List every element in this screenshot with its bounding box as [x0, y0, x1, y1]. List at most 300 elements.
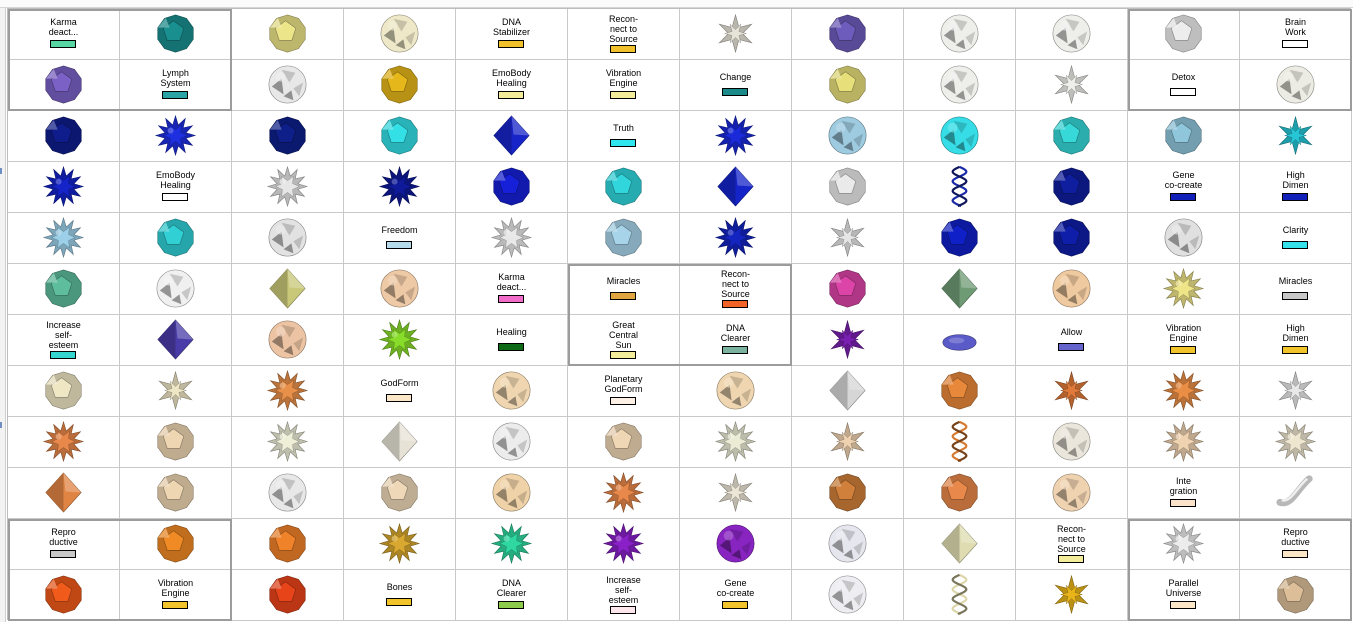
shape-cell[interactable] — [232, 570, 344, 621]
label-card[interactable] — [568, 60, 680, 111]
spiky-ball-icon — [232, 417, 343, 467]
octahedron-icon — [792, 366, 903, 416]
dodecahedron-icon — [568, 162, 679, 212]
color-swatch — [1282, 241, 1308, 249]
dodecahedron-icon — [1128, 9, 1239, 59]
shape-cell[interactable] — [232, 60, 344, 111]
shape-cell[interactable] — [792, 366, 904, 417]
spiky-ball-icon — [1128, 519, 1239, 569]
dodecahedron-icon — [344, 468, 455, 518]
card-label: Healing — [496, 327, 527, 337]
shape-cell[interactable] — [8, 366, 120, 417]
shape-cell[interactable] — [1016, 9, 1128, 60]
color-swatch — [1170, 346, 1196, 354]
shape-cell[interactable] — [120, 264, 232, 315]
spiky-ball-icon — [568, 519, 679, 569]
shape-cell[interactable] — [1128, 111, 1240, 162]
shape-cell[interactable] — [792, 213, 904, 264]
faceted-sphere-icon — [792, 111, 903, 161]
shape-cell[interactable] — [456, 519, 568, 570]
card-label: Gene co-create — [1164, 170, 1203, 190]
faceted-sphere-icon — [344, 264, 455, 314]
spiky-ball-icon — [120, 111, 231, 161]
dodecahedron-icon — [120, 417, 231, 467]
color-swatch — [1282, 40, 1308, 48]
faceted-sphere-icon — [1016, 417, 1127, 467]
shape-cell[interactable] — [120, 9, 232, 60]
color-swatch — [1282, 346, 1308, 354]
faceted-sphere-icon — [1016, 9, 1127, 59]
shape-cell[interactable] — [344, 111, 456, 162]
faceted-sphere-icon — [904, 9, 1015, 59]
card-label: Recon- nect to Source — [720, 269, 750, 299]
shape-cell[interactable] — [456, 366, 568, 417]
color-swatch — [498, 40, 524, 48]
octahedron-icon — [904, 264, 1015, 314]
shape-cell[interactable] — [904, 264, 1016, 315]
shape-cell[interactable] — [904, 315, 1016, 366]
faceted-sphere-icon — [904, 111, 1015, 161]
card-label: Great Central Sun — [608, 320, 638, 350]
color-swatch — [50, 351, 76, 359]
label-card[interactable] — [680, 60, 792, 111]
dodecahedron-icon — [1128, 111, 1239, 161]
dna-helix-icon — [904, 417, 1015, 467]
dodecahedron-icon — [8, 366, 119, 416]
shape-cell[interactable] — [120, 519, 232, 570]
shape-cell[interactable] — [792, 570, 904, 621]
card-label: Karma deact... — [48, 17, 79, 37]
label-card[interactable] — [344, 570, 456, 621]
shape-cell[interactable] — [344, 264, 456, 315]
faceted-sphere-icon — [1240, 60, 1351, 110]
color-swatch — [610, 606, 636, 614]
spiky-ball-icon — [1128, 366, 1239, 416]
faceted-sphere-icon — [456, 366, 567, 416]
spiky-ball-icon — [344, 519, 455, 569]
card-label: Karma deact... — [496, 272, 527, 292]
shape-cell[interactable] — [1016, 570, 1128, 621]
shape-cell[interactable] — [1240, 366, 1352, 417]
color-swatch — [610, 292, 636, 300]
dodecahedron-icon — [120, 519, 231, 569]
octahedron-icon — [232, 264, 343, 314]
shape-cell[interactable] — [8, 111, 120, 162]
color-swatch — [722, 346, 748, 354]
color-swatch — [722, 601, 748, 609]
shape-cell[interactable] — [232, 9, 344, 60]
label-card[interactable] — [568, 111, 680, 162]
shape-cell[interactable] — [792, 519, 904, 570]
dodecahedron-icon — [792, 468, 903, 518]
shape-cell[interactable] — [232, 468, 344, 519]
shape-cell[interactable] — [568, 468, 680, 519]
spiky-ball-icon — [232, 366, 343, 416]
label-card[interactable] — [1128, 570, 1240, 621]
color-swatch — [162, 601, 188, 609]
dodecahedron-icon — [8, 60, 119, 110]
shape-cell[interactable] — [568, 162, 680, 213]
color-swatch — [1282, 292, 1308, 300]
dna-helix-icon — [904, 570, 1015, 620]
color-swatch — [722, 88, 748, 96]
shape-cell[interactable] — [232, 366, 344, 417]
label-card[interactable] — [680, 315, 792, 366]
card-label: Gene co-create — [716, 578, 755, 598]
shape-cell[interactable] — [344, 519, 456, 570]
shape-cell[interactable] — [8, 162, 120, 213]
shape-cell[interactable] — [904, 519, 1016, 570]
label-card[interactable] — [1128, 468, 1240, 519]
dodecahedron-icon — [568, 417, 679, 467]
color-swatch — [610, 397, 636, 405]
dodecahedron-icon — [232, 570, 343, 620]
label-card[interactable] — [8, 519, 120, 570]
star-icon — [792, 315, 903, 365]
shape-cell[interactable] — [904, 162, 1016, 213]
shape-cell[interactable] — [232, 417, 344, 468]
color-swatch — [498, 343, 524, 351]
spiky-ball-icon — [456, 213, 567, 263]
shape-cell[interactable] — [680, 9, 792, 60]
card-label: Change — [719, 72, 752, 82]
card-label: Planetary GodForm — [604, 374, 643, 394]
shape-cell[interactable] — [1016, 417, 1128, 468]
star-icon — [680, 468, 791, 518]
color-swatch — [722, 300, 748, 308]
faceted-sphere-icon — [456, 417, 567, 467]
star-icon — [1016, 570, 1127, 620]
shape-cell[interactable] — [904, 570, 1016, 621]
spiky-ball-icon — [1240, 417, 1351, 467]
shape-cell[interactable] — [120, 468, 232, 519]
card-label: Inte gration — [1169, 476, 1198, 496]
shape-cell[interactable] — [456, 213, 568, 264]
label-card[interactable] — [1016, 315, 1128, 366]
dodecahedron-icon — [792, 264, 903, 314]
dodecahedron-icon — [120, 213, 231, 263]
card-label: High Dimen — [1282, 170, 1309, 190]
label-card[interactable] — [1240, 264, 1352, 315]
shape-cell[interactable] — [232, 315, 344, 366]
label-card[interactable] — [8, 315, 120, 366]
shape-cell[interactable] — [8, 60, 120, 111]
label-card[interactable] — [1128, 315, 1240, 366]
card-label: Repro ductive — [49, 527, 78, 547]
spiky-ball-icon — [1128, 417, 1239, 467]
shape-cell[interactable] — [568, 213, 680, 264]
label-card[interactable] — [344, 366, 456, 417]
shape-cell[interactable] — [904, 9, 1016, 60]
faceted-sphere-icon — [1128, 213, 1239, 263]
star-icon — [1240, 366, 1351, 416]
dodecahedron-icon — [792, 9, 903, 59]
ribbon-icon — [1240, 468, 1351, 518]
shape-cell[interactable] — [120, 213, 232, 264]
star-icon — [792, 213, 903, 263]
dna-helix-icon — [904, 162, 1015, 212]
shape-cell[interactable] — [120, 366, 232, 417]
shape-cell[interactable] — [456, 417, 568, 468]
shape-cell[interactable] — [904, 111, 1016, 162]
shape-cell[interactable] — [8, 570, 120, 621]
label-card[interactable] — [120, 162, 232, 213]
shape-cell[interactable] — [456, 468, 568, 519]
card-label: Miracles — [606, 276, 641, 286]
shape-cell[interactable] — [1128, 213, 1240, 264]
left-panel-marker — [0, 422, 4, 428]
dodecahedron-icon — [1016, 213, 1127, 263]
label-card[interactable] — [1240, 315, 1352, 366]
shape-cell[interactable] — [120, 315, 232, 366]
faceted-sphere-icon — [232, 315, 343, 365]
shape-cell[interactable] — [344, 60, 456, 111]
faceted-sphere-icon — [792, 570, 903, 620]
dodecahedron-icon — [232, 9, 343, 59]
shape-cell[interactable] — [680, 468, 792, 519]
label-card[interactable] — [1128, 162, 1240, 213]
shape-cell[interactable] — [1128, 264, 1240, 315]
card-label: Recon- nect to Source — [1056, 524, 1086, 554]
label-card[interactable] — [1128, 60, 1240, 111]
label-card[interactable] — [568, 570, 680, 621]
dodecahedron-icon — [568, 213, 679, 263]
left-panel-strip — [0, 8, 6, 622]
faceted-sphere-icon — [344, 9, 455, 59]
spiky-ball-icon — [232, 162, 343, 212]
dodecahedron-icon — [8, 111, 119, 161]
card-label: Brain Work — [1284, 17, 1306, 37]
faceted-sphere-icon — [1016, 264, 1127, 314]
color-swatch — [610, 351, 636, 359]
color-swatch — [1170, 601, 1196, 609]
dodecahedron-icon — [456, 162, 567, 212]
color-swatch — [1058, 555, 1084, 563]
star-icon — [1240, 111, 1351, 161]
color-swatch — [1282, 550, 1308, 558]
dodecahedron-icon — [792, 60, 903, 110]
shape-cell[interactable] — [792, 111, 904, 162]
spiky-ball-icon — [8, 162, 119, 212]
shape-cell[interactable] — [1128, 519, 1240, 570]
label-card[interactable] — [568, 366, 680, 417]
spiky-ball-icon — [8, 213, 119, 263]
shape-cell[interactable] — [568, 417, 680, 468]
faceted-sphere-icon — [680, 519, 791, 569]
shape-cell[interactable] — [904, 60, 1016, 111]
shape-cell[interactable] — [232, 162, 344, 213]
color-swatch — [498, 601, 524, 609]
color-swatch — [610, 139, 636, 147]
card-label: Vibration Engine — [157, 578, 194, 598]
card-label: Vibration Engine — [1165, 323, 1202, 343]
shape-cell[interactable] — [120, 417, 232, 468]
shape-cell[interactable] — [1016, 264, 1128, 315]
shape-cell[interactable] — [344, 417, 456, 468]
shape-cell[interactable] — [680, 417, 792, 468]
shape-cell[interactable] — [904, 213, 1016, 264]
shape-cell[interactable] — [1128, 9, 1240, 60]
star-icon — [1016, 60, 1127, 110]
color-swatch — [1058, 343, 1084, 351]
shape-cell[interactable] — [1128, 366, 1240, 417]
label-card[interactable] — [120, 60, 232, 111]
shape-cell[interactable] — [1240, 468, 1352, 519]
color-swatch — [498, 295, 524, 303]
shape-cell[interactable] — [792, 60, 904, 111]
label-card[interactable] — [680, 264, 792, 315]
dodecahedron-icon — [904, 468, 1015, 518]
color-swatch — [1170, 88, 1196, 96]
shape-cell[interactable] — [792, 162, 904, 213]
spiky-ball-icon — [680, 111, 791, 161]
spiky-ball-icon — [680, 417, 791, 467]
shape-cell[interactable] — [1016, 366, 1128, 417]
card-label: Parallel Universe — [1165, 578, 1202, 598]
label-card[interactable] — [1240, 213, 1352, 264]
octahedron-icon — [344, 417, 455, 467]
faceted-sphere-icon — [904, 60, 1015, 110]
shape-cell[interactable] — [792, 468, 904, 519]
color-swatch — [1282, 193, 1308, 201]
label-card[interactable] — [456, 60, 568, 111]
shape-cell[interactable] — [8, 213, 120, 264]
card-label: GodForm — [380, 378, 419, 388]
shape-cell[interactable] — [680, 111, 792, 162]
shape-cell[interactable] — [1016, 468, 1128, 519]
shape-cell[interactable] — [1240, 60, 1352, 111]
card-label: EmoBody Healing — [155, 170, 196, 190]
shape-cell[interactable] — [232, 213, 344, 264]
shape-cell[interactable] — [904, 468, 1016, 519]
spiky-ball-icon — [680, 213, 791, 263]
label-card[interactable] — [456, 570, 568, 621]
dodecahedron-icon — [344, 111, 455, 161]
shape-cell[interactable] — [792, 9, 904, 60]
shape-cell[interactable] — [1016, 60, 1128, 111]
shape-cell[interactable] — [1240, 111, 1352, 162]
card-label: Allow — [1060, 327, 1083, 337]
shape-cell[interactable] — [792, 417, 904, 468]
label-card[interactable] — [1240, 162, 1352, 213]
label-card[interactable] — [344, 213, 456, 264]
shape-cell[interactable] — [456, 111, 568, 162]
shape-cell[interactable] — [232, 111, 344, 162]
star-icon — [120, 366, 231, 416]
top-toolbar-strip — [0, 0, 1353, 8]
shape-cell[interactable] — [680, 213, 792, 264]
label-card[interactable] — [1240, 9, 1352, 60]
shape-grid — [7, 8, 1351, 620]
dodecahedron-icon — [1016, 111, 1127, 161]
shape-cell[interactable] — [120, 111, 232, 162]
color-swatch — [162, 91, 188, 99]
faceted-sphere-icon — [680, 366, 791, 416]
spiky-ball-icon — [568, 468, 679, 518]
card-label: Vibration Engine — [605, 68, 642, 88]
card-label: Repro ductive — [1281, 527, 1310, 547]
label-card[interactable] — [8, 9, 120, 60]
faceted-sphere-icon — [232, 213, 343, 263]
shape-cell[interactable] — [456, 162, 568, 213]
shape-cell[interactable] — [344, 162, 456, 213]
label-card[interactable] — [456, 315, 568, 366]
spiky-ball-icon — [456, 519, 567, 569]
card-label: Increase self- esteem — [606, 575, 641, 605]
card-label: Detox — [1171, 72, 1196, 82]
star-icon — [1016, 366, 1127, 416]
shape-cell[interactable] — [8, 417, 120, 468]
shape-cell[interactable] — [792, 315, 904, 366]
card-label: Freedom — [381, 225, 418, 235]
color-swatch — [1170, 193, 1196, 201]
dodecahedron-icon — [1240, 570, 1351, 620]
spiky-ball-icon — [8, 417, 119, 467]
shape-cell[interactable] — [904, 366, 1016, 417]
star-icon — [792, 417, 903, 467]
octahedron-icon — [680, 162, 791, 212]
shape-cell[interactable] — [1240, 570, 1352, 621]
shape-cell[interactable] — [680, 162, 792, 213]
card-label: High Dimen — [1282, 323, 1309, 343]
dodecahedron-icon — [120, 468, 231, 518]
shape-cell[interactable] — [232, 264, 344, 315]
label-card[interactable] — [680, 570, 792, 621]
shape-cell[interactable] — [344, 315, 456, 366]
shape-cell[interactable] — [8, 264, 120, 315]
shape-cell[interactable] — [8, 468, 120, 519]
dodecahedron-icon — [8, 570, 119, 620]
dodecahedron-icon — [8, 264, 119, 314]
shape-cell[interactable] — [232, 519, 344, 570]
shape-cell[interactable] — [344, 468, 456, 519]
octahedron-icon — [904, 519, 1015, 569]
label-card[interactable] — [456, 264, 568, 315]
color-swatch — [50, 40, 76, 48]
shape-cell[interactable] — [792, 264, 904, 315]
shape-cell[interactable] — [1128, 417, 1240, 468]
label-card[interactable] — [1240, 519, 1352, 570]
dodecahedron-icon — [120, 9, 231, 59]
shape-cell[interactable] — [680, 519, 792, 570]
label-card[interactable] — [568, 264, 680, 315]
dodecahedron-icon — [792, 162, 903, 212]
card-label: Miracles — [1278, 276, 1313, 286]
octahedron-icon — [8, 468, 119, 518]
left-panel-marker — [0, 168, 4, 174]
shape-cell[interactable] — [1016, 111, 1128, 162]
shape-cell[interactable] — [568, 519, 680, 570]
label-card[interactable] — [568, 315, 680, 366]
card-label: Truth — [613, 123, 634, 133]
shape-cell[interactable] — [904, 417, 1016, 468]
label-card[interactable] — [1016, 519, 1128, 570]
shape-cell[interactable] — [1240, 417, 1352, 468]
label-card[interactable] — [568, 9, 680, 60]
dodecahedron-icon — [232, 111, 343, 161]
card-label: DNA Clearer — [720, 323, 751, 343]
faceted-sphere-icon — [120, 264, 231, 314]
shape-cell[interactable] — [680, 366, 792, 417]
shape-cell[interactable] — [1016, 162, 1128, 213]
card-label: Increase self- esteem — [46, 320, 81, 350]
faceted-sphere-icon — [232, 60, 343, 110]
shape-cell[interactable] — [344, 9, 456, 60]
label-card[interactable] — [120, 570, 232, 621]
label-card[interactable] — [456, 9, 568, 60]
shape-cell[interactable] — [1016, 213, 1128, 264]
card-label: Clarity — [1282, 225, 1309, 235]
